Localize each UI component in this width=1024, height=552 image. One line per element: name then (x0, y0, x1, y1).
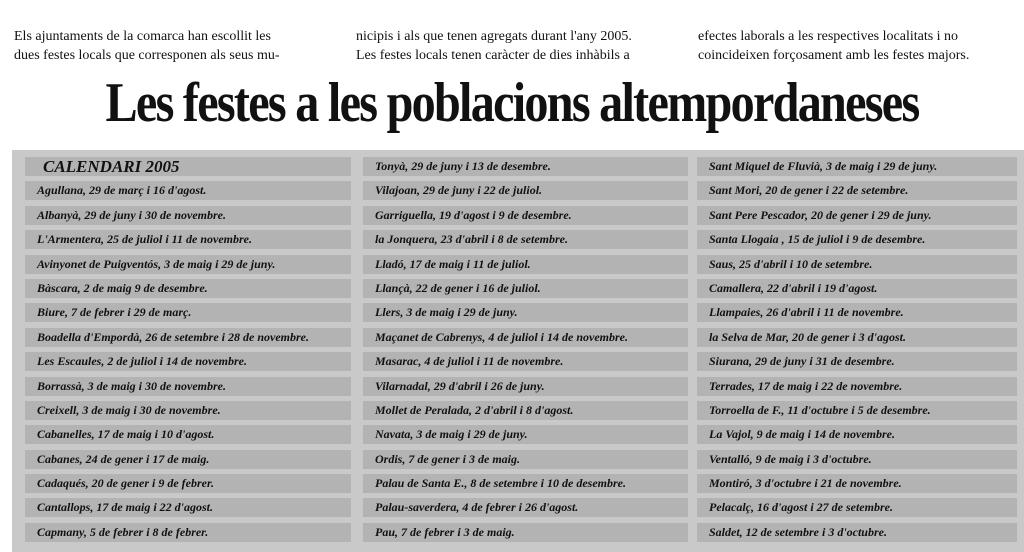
calendar-entry: Sant Pere Pescador, 20 de gener i 29 de juny. (697, 206, 1017, 225)
calendar-entry: Santa Llogaia , 15 de juliol i 9 de desembre. (697, 230, 1017, 249)
calendar-entry: Cadaqués, 20 de gener i 9 de febrer. (25, 474, 351, 493)
calendar-entry: Masarac, 4 de juliol i 11 de novembre. (363, 352, 688, 371)
calendar-column-2 (363, 157, 688, 547)
calendar-entry: Avinyonet de Puigventós, 3 de maig i 29 de juny. (25, 255, 351, 274)
calendar-entry: Palau de Santa E., 8 de setembre i 10 de desembre. (363, 474, 688, 493)
calendar-entry: Pau, 7 de febrer i 3 de maig. (363, 523, 688, 542)
calendar-column-3 (697, 157, 1017, 547)
headline: Les festes a les poblacions altempordaneses (105, 72, 919, 134)
intro-line: efectes laborals a les respectives localitats i no (698, 29, 959, 44)
calendar-entry: Siurana, 29 de juny i 31 de desembre. (697, 352, 1017, 371)
intro-text (0, 27, 1024, 65)
calendar-entry: la Selva de Mar, 20 de gener i 3 d'agost. (697, 328, 1017, 347)
calendar-entry: Agullana, 29 de març i 16 d'agost. (25, 181, 351, 200)
intro-line: nicipis i als que tenen agregats durant l'any 2005. (356, 29, 632, 44)
intro-line: coincideixen forçosament amb les festes majors. (698, 48, 970, 63)
calendar-entry: Creixell, 3 de maig i 30 de novembre. (25, 401, 351, 420)
calendar-entry: Vilarnadal, 29 d'abril i 26 de juny. (363, 377, 688, 396)
calendar-entry: Bàscara, 2 de maig 9 de desembre. (25, 279, 351, 298)
calendar-entry: Cabanes, 24 de gener i 17 de maig. (25, 450, 351, 469)
calendar-entry: Biure, 7 de febrer i 29 de març. (25, 303, 351, 322)
calendar-entry: Torroella de F., 11 d'octubre i 5 de desembre. (697, 401, 1017, 420)
calendar-entry: Albanyà, 29 de juny i 30 de novembre. (25, 206, 351, 225)
calendar-entry: Ordis, 7 de gener i 3 de maig. (363, 450, 688, 469)
calendar-entry: la Jonquera, 23 d'abril i 8 de setembre. (363, 230, 688, 249)
calendar-entry: La Vajol, 9 de maig i 14 de novembre. (697, 425, 1017, 444)
calendar-entry: Cantallops, 17 de maig i 22 d'agost. (25, 498, 351, 517)
intro-column-1 (14, 27, 336, 65)
calendar-entry: Mollet de Peralada, 2 d'abril i 8 d'agost. (363, 401, 688, 420)
calendar-entry: Vilajoan, 29 de juny i 22 de juliol. (363, 181, 688, 200)
calendar-entry: Ventalló, 9 de maig i 3 d'octubre. (697, 450, 1017, 469)
intro-line: dues festes locals que corresponen als seus mu- (14, 48, 280, 63)
calendar-entry: Terrades, 17 de maig i 22 de novembre. (697, 377, 1017, 396)
calendar-entry: Pelacalç, 16 d'agost i 27 de setembre. (697, 498, 1017, 517)
calendar-entry: Sant Miquel de Fluvià, 3 de maig i 29 de juny. (697, 157, 1017, 176)
calendar-entry: Les Escaules, 2 de juliol i 14 de novembre. (25, 352, 351, 371)
calendar-column-1 (25, 157, 351, 547)
calendar-entry: Saldet, 12 de setembre i 3 d'octubre. (697, 523, 1017, 542)
calendar-entry: Cabanelles, 17 de maig i 10 d'agost. (25, 425, 351, 444)
calendar-entry: Boadella d'Empordà, 26 de setembre i 28 de novembre. (25, 328, 351, 347)
calendar-entry: Llampaies, 26 d'abril i 11 de novembre. (697, 303, 1017, 322)
calendar-entry: Tonyà, 29 de juny i 13 de desembre. (363, 157, 688, 176)
calendar-entry: Saus, 25 d'abril i 10 de setembre. (697, 255, 1017, 274)
calendar-entry: Navata, 3 de maig i 29 de juny. (363, 425, 688, 444)
intro-column-3 (698, 27, 1020, 65)
intro-line: Les festes locals tenen caràcter de dies inhàbils a (356, 48, 630, 63)
calendar-entry: Llers, 3 de maig i 29 de juny. (363, 303, 688, 322)
calendar-entry: Sant Mori, 20 de gener i 22 de setembre. (697, 181, 1017, 200)
calendar-entry: Borrassà, 3 de maig i 30 de novembre. (25, 377, 351, 396)
calendar-entry: Lladó, 17 de maig i 11 de juliol. (363, 255, 688, 274)
calendar-entry: Capmany, 5 de febrer i 8 de febrer. (25, 523, 351, 542)
calendar-entry: Garriguella, 19 d'agost i 9 de desembre. (363, 206, 688, 225)
calendar-entry: Llançà, 22 de gener i 16 de juliol. (363, 279, 688, 298)
calendar-entry: Camallera, 22 d'abril i 19 d'agost. (697, 279, 1017, 298)
calendar-entry: Maçanet de Cabrenys, 4 de juliol i 14 de novembre. (363, 328, 688, 347)
calendar-entry: Palau-saverdera, 4 de febrer i 26 d'agost. (363, 498, 688, 517)
calendar-entry: Montiró, 3 d'octubre i 21 de novembre. (697, 474, 1017, 493)
calendar-entry: L'Armentera, 25 de juliol i 11 de novembre. (25, 230, 351, 249)
intro-line: Els ajuntaments de la comarca han escollit les (14, 29, 271, 44)
calendar-title: CALENDARI 2005 (25, 157, 351, 176)
intro-column-2 (356, 27, 678, 65)
